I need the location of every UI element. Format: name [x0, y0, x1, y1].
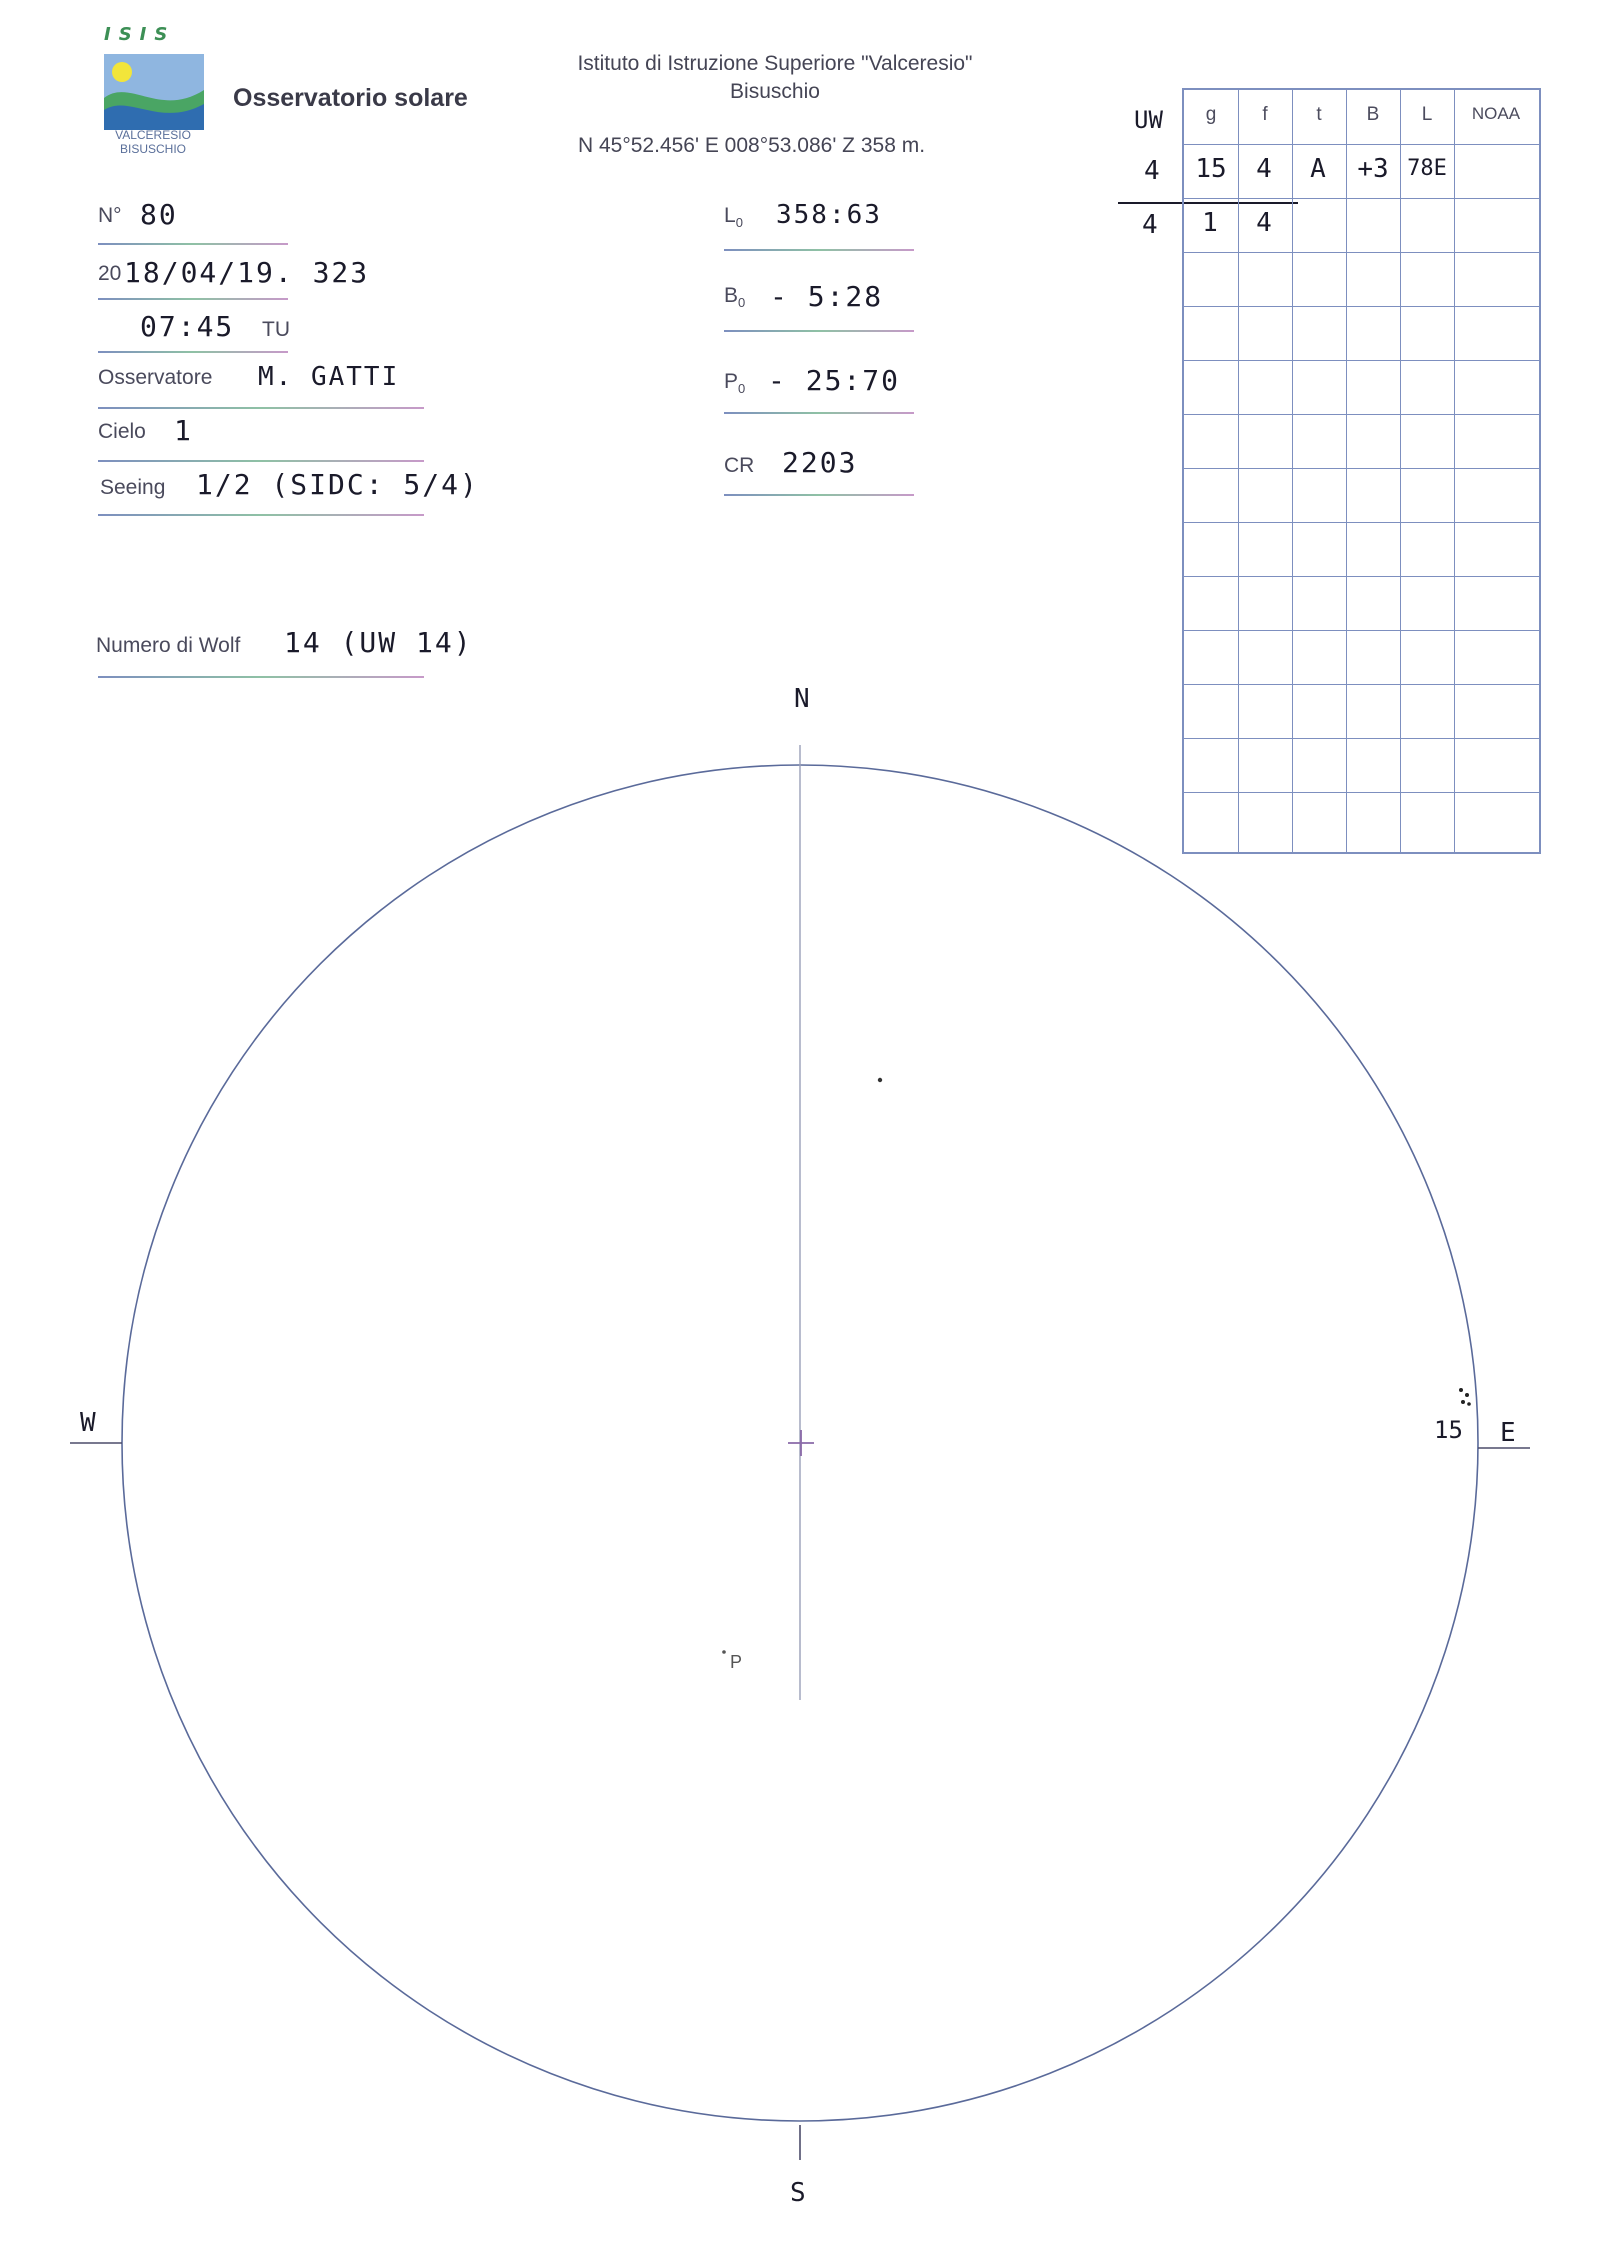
- col-header-f: f: [1262, 104, 1268, 125]
- cr-value: 2203: [782, 446, 858, 479]
- col-header-g: g: [1205, 104, 1217, 125]
- uw-header: UW: [1134, 106, 1163, 134]
- cr-label: CR: [724, 454, 755, 477]
- date-value: 18/04/19. 323: [124, 256, 370, 289]
- sky-label: Cielo: [98, 420, 146, 443]
- seeing-label: Seeing: [100, 476, 166, 499]
- logo-acronym: ISIS: [104, 24, 176, 45]
- institute-town: Bisuschio: [730, 80, 820, 103]
- institute-name: Istituto di Istruzione Superiore "Valceresio": [577, 52, 973, 75]
- wolf-label: Numero di Wolf: [96, 634, 241, 657]
- observatory-coordinates: N 45°52.456' E 008°53.086' Z 358 m.: [578, 134, 926, 157]
- p0-value: - 25:70: [768, 364, 901, 397]
- sunspot: [1461, 1400, 1465, 1404]
- observatory-title: Osservatorio solare: [233, 84, 468, 112]
- b0-value: - 5:28: [770, 280, 884, 313]
- logo-line-2: BISUSCHIO: [119, 142, 186, 156]
- uw-row1-value: 4: [1144, 156, 1162, 186]
- group-15-label: 15: [1434, 1416, 1463, 1444]
- sunspot: [1465, 1393, 1469, 1397]
- logo-line-1: VALCERESIO: [115, 128, 191, 142]
- east-label: E: [1500, 1418, 1518, 1448]
- b0-letter: B: [724, 284, 739, 307]
- total-f: 4: [1256, 208, 1274, 238]
- north-label: N: [794, 684, 812, 714]
- west-label: W: [80, 1408, 98, 1438]
- cell-t: A: [1310, 154, 1328, 184]
- pole-label: P: [730, 1652, 743, 1672]
- l0-letter: L: [724, 204, 736, 227]
- sky-value: 1: [174, 414, 193, 447]
- cell-g: 15: [1195, 154, 1227, 184]
- uw-total-value: 4: [1142, 210, 1160, 240]
- disk-mark: [878, 1078, 882, 1082]
- date-prefix: 20: [98, 262, 122, 285]
- number-label: N°: [98, 204, 122, 227]
- time-value: 07:45: [140, 310, 235, 343]
- number-value: 80: [140, 198, 178, 231]
- sunspot: [1459, 1388, 1463, 1392]
- col-header-t: t: [1316, 104, 1322, 125]
- pole-mark: [722, 1650, 726, 1654]
- time-unit: TU: [262, 318, 290, 341]
- south-label: S: [790, 2178, 808, 2208]
- col-header-l: L: [1421, 104, 1433, 125]
- b0-subscript: 0: [738, 295, 746, 311]
- seeing-value: 1/2 (SIDC: 5/4): [196, 468, 479, 501]
- col-header-noaa: NOAA: [1471, 104, 1521, 123]
- observer-label: Osservatore: [98, 366, 213, 389]
- cell-l: 78E: [1407, 156, 1447, 181]
- l0-subscript: 0: [735, 215, 743, 231]
- l0-value: 358:63: [776, 200, 882, 230]
- wolf-value: 14 (UW 14): [284, 626, 473, 659]
- total-g: 1: [1202, 208, 1220, 238]
- cell-f: 4: [1256, 154, 1274, 184]
- sunspot: [1467, 1402, 1471, 1406]
- cell-b: +3: [1357, 154, 1389, 184]
- observer-value: M. GATTI: [258, 362, 400, 392]
- p0-subscript: 0: [738, 381, 746, 397]
- col-header-b: B: [1366, 104, 1380, 125]
- p0-letter: P: [724, 370, 739, 393]
